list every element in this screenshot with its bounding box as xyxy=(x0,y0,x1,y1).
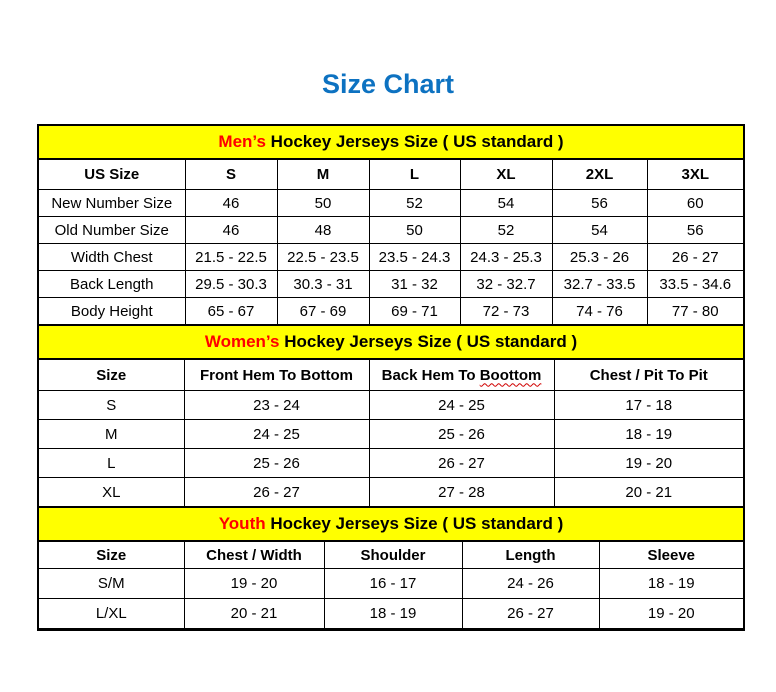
column-header: Size xyxy=(39,360,184,391)
size-cell: 52 xyxy=(369,190,460,217)
size-cell: 23.5 - 24.3 xyxy=(369,244,460,271)
size-cell: 19 - 20 xyxy=(184,569,324,599)
size-cell: 16 - 17 xyxy=(324,569,462,599)
column-header: Chest / Pit To Pit xyxy=(554,360,743,391)
size-cell: 65 - 67 xyxy=(185,298,277,325)
table-row xyxy=(39,298,743,325)
column-header: Length xyxy=(462,542,599,569)
youth-band-text: Hockey Jerseys Size ( US standard ) xyxy=(265,514,564,533)
size-cell: 32.7 - 33.5 xyxy=(552,271,647,298)
size-cell: 69 - 71 xyxy=(369,298,460,325)
mens-band-highlight: Men’s xyxy=(218,132,266,151)
table-row xyxy=(39,599,743,629)
size-cell: 20 - 21 xyxy=(184,599,324,629)
table-row xyxy=(39,569,743,599)
column-header: Front Hem To Bottom xyxy=(184,360,369,391)
size-cell: 25 - 26 xyxy=(369,420,554,449)
size-cell: 32 - 32.7 xyxy=(460,271,552,298)
size-cell: 52 xyxy=(460,217,552,244)
womens-band-highlight: Women’s xyxy=(204,332,280,351)
size-cell: 33.5 - 34.6 xyxy=(647,271,743,298)
youth-band-highlight: Youth xyxy=(218,514,266,533)
size-cell: 72 - 73 xyxy=(460,298,552,325)
womens-section-band xyxy=(39,325,743,359)
column-header: S xyxy=(185,160,277,190)
size-cell: 27 - 28 xyxy=(369,478,554,507)
size-cell: 31 - 32 xyxy=(369,271,460,298)
row-label: S/M xyxy=(39,569,184,599)
column-header: 3XL xyxy=(647,160,743,190)
size-cell: 48 xyxy=(277,217,369,244)
size-cell: 24.3 - 25.3 xyxy=(460,244,552,271)
mens-size-table xyxy=(39,159,743,325)
size-cell: 18 - 19 xyxy=(599,569,743,599)
youth-section-band xyxy=(39,507,743,541)
mens-section-band xyxy=(39,126,743,159)
youth-header-row xyxy=(39,542,743,569)
size-cell: 67 - 69 xyxy=(277,298,369,325)
youth-size-table xyxy=(39,541,743,629)
row-label: L xyxy=(39,449,184,478)
size-cell: 26 - 27 xyxy=(647,244,743,271)
size-cell: 46 xyxy=(185,217,277,244)
size-cell: 25 - 26 xyxy=(184,449,369,478)
table-row xyxy=(39,420,743,449)
table-row xyxy=(39,478,743,507)
size-cell: 24 - 26 xyxy=(462,569,599,599)
column-header: M xyxy=(277,160,369,190)
row-label: Body Height xyxy=(39,298,185,325)
table-row xyxy=(39,244,743,271)
column-header: Chest / Width xyxy=(184,542,324,569)
table-row xyxy=(39,271,743,298)
size-cell: 56 xyxy=(552,190,647,217)
size-cell: 17 - 18 xyxy=(554,391,743,420)
size-cell: 19 - 20 xyxy=(554,449,743,478)
table-row xyxy=(39,449,743,478)
size-cell: 60 xyxy=(647,190,743,217)
column-header: Size xyxy=(39,542,184,569)
size-cell: 26 - 27 xyxy=(462,599,599,629)
size-cell: 25.3 - 26 xyxy=(552,244,647,271)
row-label: L/XL xyxy=(39,599,184,629)
size-cell: 21.5 - 22.5 xyxy=(185,244,277,271)
mens-header-row xyxy=(39,160,743,190)
size-cell: 46 xyxy=(185,190,277,217)
size-cell: 20 - 21 xyxy=(554,478,743,507)
size-cell: 29.5 - 30.3 xyxy=(185,271,277,298)
column-header: US Size xyxy=(39,160,185,190)
size-cell: 24 - 25 xyxy=(369,391,554,420)
column-header: 2XL xyxy=(552,160,647,190)
size-cell: 56 xyxy=(647,217,743,244)
size-cell: 24 - 25 xyxy=(184,420,369,449)
column-header: Shoulder xyxy=(324,542,462,569)
row-label: Back Length xyxy=(39,271,185,298)
size-cell: 54 xyxy=(460,190,552,217)
size-cell: 74 - 76 xyxy=(552,298,647,325)
page-title: Size Chart xyxy=(321,69,455,99)
back-hem-label-prefix: Back Hem To xyxy=(381,366,480,384)
size-cell: 22.5 - 23.5 xyxy=(277,244,369,271)
row-label: New Number Size xyxy=(39,190,185,217)
size-chart-container xyxy=(37,124,745,631)
size-cell: 26 - 27 xyxy=(369,449,554,478)
row-label: Old Number Size xyxy=(39,217,185,244)
table-row xyxy=(39,391,743,420)
row-label: M xyxy=(39,420,184,449)
column-header: Sleeve xyxy=(599,542,743,569)
size-cell: 18 - 19 xyxy=(554,420,743,449)
size-cell: 54 xyxy=(552,217,647,244)
womens-size-table xyxy=(39,359,743,507)
size-cell: 50 xyxy=(369,217,460,244)
back-hem-label-typo: Boottom xyxy=(479,366,542,384)
mens-band-text: Hockey Jerseys Size ( US standard ) xyxy=(265,132,564,151)
size-cell: 19 - 20 xyxy=(599,599,743,629)
size-cell: 23 - 24 xyxy=(184,391,369,420)
row-label: Width Chest xyxy=(39,244,185,271)
row-label: XL xyxy=(39,478,184,507)
table-row xyxy=(39,190,743,217)
size-cell: 50 xyxy=(277,190,369,217)
womens-header-row xyxy=(39,360,743,391)
row-label: S xyxy=(39,391,184,420)
size-cell: 18 - 19 xyxy=(324,599,462,629)
column-header: XL xyxy=(460,160,552,190)
size-cell: 26 - 27 xyxy=(184,478,369,507)
column-header-with-typo xyxy=(369,360,554,391)
table-row xyxy=(39,217,743,244)
size-cell: 30.3 - 31 xyxy=(277,271,369,298)
size-cell: 77 - 80 xyxy=(647,298,743,325)
womens-band-text: Hockey Jerseys Size ( US standard ) xyxy=(279,332,578,351)
column-header: L xyxy=(369,160,460,190)
